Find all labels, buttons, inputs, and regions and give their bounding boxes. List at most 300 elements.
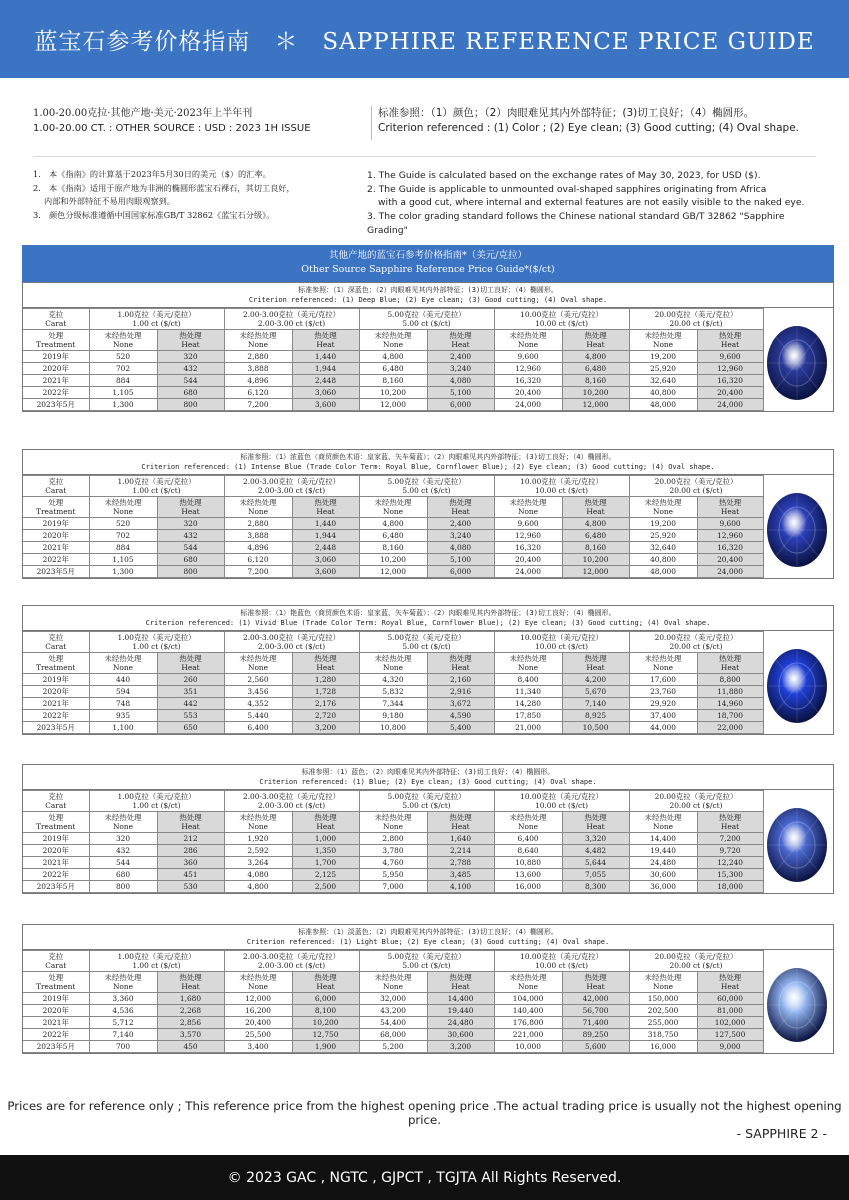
treatment-header-cn: 处理 xyxy=(48,812,64,822)
untreated-price-cell: 8,400 xyxy=(494,674,562,686)
untreated-price-cell: 140,400 xyxy=(494,1005,562,1017)
heated-price-cell: 680 xyxy=(157,387,224,399)
heated-header xyxy=(562,497,629,518)
year-cell: 2023年5月 xyxy=(23,722,89,734)
carat-header-cn: 克拉 xyxy=(48,791,64,801)
size-header-en: 20.00 ct ($/ct) xyxy=(669,642,723,651)
size-header-cn: 1.00克拉（美元/克拉） xyxy=(117,791,196,801)
heated-price-cell: 24,000 xyxy=(697,566,763,578)
heated-price-cell: 2,788 xyxy=(427,857,494,869)
treatment-header-row xyxy=(23,497,763,518)
size-header-row xyxy=(23,951,763,972)
sapphire-image xyxy=(761,631,833,740)
size-header-cn: 10.00克拉（美元/克拉） xyxy=(520,791,603,801)
heated-price-cell: 9,000 xyxy=(697,1041,763,1053)
treatment-header-row xyxy=(23,653,763,674)
heated-header-en: Heat xyxy=(586,663,605,672)
untreated-price-cell: 6,480 xyxy=(359,363,427,375)
issue-label-en: 1.00-20.00 CT. : OTHER SOURCE : USD : 2023 1H ISSUE xyxy=(33,123,311,134)
heated-price-cell: 8,160 xyxy=(562,542,629,554)
heated-price-cell: 3,200 xyxy=(292,722,359,734)
heated-header xyxy=(697,812,763,833)
untreated-price-cell: 9,600 xyxy=(494,351,562,363)
untreated-price-cell: 4,896 xyxy=(224,375,292,387)
untreated-price-cell: 6,120 xyxy=(224,387,292,399)
carat-header-cn: 克拉 xyxy=(48,309,64,319)
untreated-price-cell: 1,105 xyxy=(89,387,157,399)
size-header xyxy=(629,951,763,972)
table-row xyxy=(23,857,763,869)
treatment-header-en: Treatment xyxy=(36,822,76,831)
heated-header xyxy=(157,972,224,993)
price-block xyxy=(22,764,834,894)
treatment-header-row xyxy=(23,812,763,833)
untreated-price-cell: 202,500 xyxy=(629,1005,697,1017)
sapphire-image xyxy=(761,475,833,584)
untreated-header xyxy=(89,972,157,993)
table-row xyxy=(23,710,763,722)
untreated-header-cn: 未经热处理 xyxy=(374,653,412,663)
table-row xyxy=(23,1041,763,1053)
heated-header-cn: 热处理 xyxy=(449,812,472,822)
treatment-header xyxy=(23,972,89,993)
heated-header xyxy=(562,812,629,833)
untreated-price-cell: 5,200 xyxy=(359,1041,427,1053)
size-header xyxy=(89,476,224,497)
size-header-en: 1.00 ct ($/ct) xyxy=(132,961,181,970)
notes-en xyxy=(367,169,827,238)
heated-header-en: Heat xyxy=(451,340,470,349)
untreated-header-en: None xyxy=(112,663,134,672)
heated-header-cn: 热处理 xyxy=(179,653,202,663)
heated-header-en: Heat xyxy=(451,822,470,831)
untreated-price-cell: 1,100 xyxy=(89,722,157,734)
heated-header-en: Heat xyxy=(451,982,470,991)
heated-header-en: Heat xyxy=(316,507,335,516)
heated-price-cell: 6,000 xyxy=(427,399,494,411)
untreated-price-cell: 4,536 xyxy=(89,1005,157,1017)
heated-header-cn: 热处理 xyxy=(718,497,742,507)
untreated-header-en: None xyxy=(382,507,404,516)
size-header xyxy=(494,309,629,330)
heated-price-cell: 320 xyxy=(157,351,224,363)
size-header xyxy=(359,309,494,330)
untreated-price-cell: 24,000 xyxy=(494,399,562,411)
heated-price-cell: 544 xyxy=(157,375,224,387)
untreated-price-cell: 4,800 xyxy=(359,518,427,530)
heated-price-cell: 2,500 xyxy=(292,881,359,893)
untreated-price-cell: 3,780 xyxy=(359,845,427,857)
untreated-price-cell: 25,500 xyxy=(224,1029,292,1041)
untreated-price-cell: 6,400 xyxy=(494,833,562,845)
issue-label-cn: 1.00-20.00克拉·其他产地·美元·2023年上半年刊 xyxy=(33,108,253,119)
treatment-header xyxy=(23,330,89,351)
heated-price-cell: 10,200 xyxy=(562,554,629,566)
size-header xyxy=(89,309,224,330)
heated-header-en: Heat xyxy=(586,982,605,991)
heated-price-cell: 1,000 xyxy=(292,833,359,845)
heated-price-cell: 8,925 xyxy=(562,710,629,722)
untreated-price-cell: 4,800 xyxy=(224,881,292,893)
size-header xyxy=(89,951,224,972)
heated-price-cell: 3,485 xyxy=(427,869,494,881)
heated-price-cell: 2,856 xyxy=(157,1017,224,1029)
untreated-header-en: None xyxy=(518,663,539,672)
untreated-price-cell: 7,200 xyxy=(224,566,292,578)
heated-price-cell: 1,944 xyxy=(292,363,359,375)
note-cn-2-cont: 内部和外部特征不易用肉眼观察到。 xyxy=(44,196,176,206)
untreated-price-cell: 20,400 xyxy=(494,387,562,399)
table-row xyxy=(23,845,763,857)
untreated-price-cell: 44,000 xyxy=(629,722,697,734)
untreated-header-en: None xyxy=(247,822,269,831)
price-block xyxy=(22,924,834,1054)
size-header-row xyxy=(23,632,763,653)
untreated-price-cell: 6,480 xyxy=(359,530,427,542)
treatment-header-en: Treatment xyxy=(36,663,76,672)
untreated-price-cell: 16,320 xyxy=(494,542,562,554)
untreated-price-cell: 4,080 xyxy=(224,869,292,881)
untreated-price-cell: 520 xyxy=(89,518,157,530)
untreated-price-cell: 7,200 xyxy=(224,399,292,411)
size-header-cn: 10.00克拉（美元/克拉） xyxy=(520,632,603,642)
criterion xyxy=(23,925,833,950)
heated-header xyxy=(292,653,359,674)
untreated-header-en: None xyxy=(247,982,269,991)
untreated-header-cn: 未经热处理 xyxy=(374,972,412,982)
heated-header-en: Heat xyxy=(181,507,200,516)
year-cell: 2021年 xyxy=(23,542,89,554)
heated-header-en: Heat xyxy=(316,982,335,991)
untreated-header-cn: 未经热处理 xyxy=(104,972,142,982)
size-header xyxy=(359,951,494,972)
heated-header-en: Heat xyxy=(586,822,605,831)
heated-header xyxy=(157,330,224,351)
heated-price-cell: 3,060 xyxy=(292,387,359,399)
heated-price-cell: 3,570 xyxy=(157,1029,224,1041)
size-header-en: 10.00 ct ($/ct) xyxy=(535,486,589,495)
table-row xyxy=(23,363,763,375)
heated-price-cell: 1,440 xyxy=(292,518,359,530)
heated-header xyxy=(562,653,629,674)
heated-price-cell: 22,000 xyxy=(697,722,763,734)
untreated-header-cn: 未经热处理 xyxy=(644,330,682,340)
heated-header xyxy=(427,497,494,518)
size-header xyxy=(359,632,494,653)
size-header-en: 20.00 ct ($/ct) xyxy=(669,961,723,970)
untreated-header xyxy=(359,653,427,674)
size-header-en: 10.00 ct ($/ct) xyxy=(535,801,589,810)
treatment-header-cn: 处理 xyxy=(48,653,64,663)
size-header xyxy=(224,632,359,653)
note-cn-3: 3. 颜色分级标准遵循中国国家标准GB/T 32862《蓝宝石分级》。 xyxy=(33,209,275,220)
untreated-header-cn: 未经热处理 xyxy=(374,812,412,822)
issue-label xyxy=(33,106,363,136)
untreated-header-cn: 未经热处理 xyxy=(104,812,142,822)
untreated-price-cell: 14,400 xyxy=(629,833,697,845)
untreated-price-cell: 20,400 xyxy=(494,554,562,566)
size-header-cn: 10.00克拉（美元/克拉） xyxy=(520,951,603,961)
heated-price-cell: 18,700 xyxy=(697,710,763,722)
untreated-header-en: None xyxy=(653,340,674,349)
table-row xyxy=(23,351,763,363)
heated-price-cell: 442 xyxy=(157,698,224,710)
disclaimer: Prices are for reference only ; This reference price from the highest opening price .The actual trading price is usually not the highest opening price. xyxy=(7,1099,842,1127)
size-header-cn: 1.00克拉（美元/克拉） xyxy=(117,951,196,961)
untreated-price-cell: 255,000 xyxy=(629,1017,697,1029)
untreated-price-cell: 5,712 xyxy=(89,1017,157,1029)
untreated-header-cn: 未经热处理 xyxy=(644,497,682,507)
size-header-en: 20.00 ct ($/ct) xyxy=(669,801,723,810)
size-header-cn: 20.00克拉（美元/克拉） xyxy=(654,791,738,801)
heated-price-cell: 12,960 xyxy=(697,363,763,375)
untreated-header xyxy=(359,330,427,351)
untreated-header-en: None xyxy=(382,340,404,349)
heated-header xyxy=(292,812,359,833)
untreated-header-cn: 未经热处理 xyxy=(509,497,547,507)
year-cell: 2021年 xyxy=(23,857,89,869)
untreated-price-cell: 10,200 xyxy=(359,387,427,399)
size-header-cn: 1.00克拉（美元/克拉） xyxy=(117,309,196,319)
heated-header xyxy=(157,812,224,833)
year-cell: 2020年 xyxy=(23,363,89,375)
heated-price-cell: 7,140 xyxy=(562,698,629,710)
size-header-en: 2.00-3.00 ct ($/ct) xyxy=(257,961,326,970)
untreated-header-en: None xyxy=(112,982,134,991)
table-row xyxy=(23,869,763,881)
table-row xyxy=(23,1017,763,1029)
heated-price-cell: 16,320 xyxy=(697,375,763,387)
untreated-price-cell: 20,400 xyxy=(224,1017,292,1029)
untreated-header-en: None xyxy=(382,822,404,831)
untreated-header-cn: 未经热处理 xyxy=(374,330,412,340)
heated-price-cell: 4,080 xyxy=(427,542,494,554)
criterion-en: Criterion referenced: (1) Deep Blue; (2) Eye clean; (3) Good cutting; (4) Oval shape. xyxy=(248,295,608,304)
heated-price-cell: 5,670 xyxy=(562,686,629,698)
year-cell: 2021年 xyxy=(23,375,89,387)
size-header xyxy=(494,791,629,812)
year-cell: 2023年5月 xyxy=(23,566,89,578)
carat-header-en: Carat xyxy=(45,642,67,651)
heated-price-cell: 4,590 xyxy=(427,710,494,722)
untreated-header xyxy=(629,653,697,674)
untreated-price-cell: 320 xyxy=(89,833,157,845)
heated-price-cell: 20,400 xyxy=(697,554,763,566)
size-header-cn: 2.00-3.00克拉（美元/克拉） xyxy=(243,309,341,319)
size-header xyxy=(224,476,359,497)
size-header-cn: 2.00-3.00克拉（美元/克拉） xyxy=(243,476,341,486)
criteria-summary-en: Criterion referenced : (1) Color ; (2) Eye clean; (3) Good cutting; (4) Oval shape. xyxy=(378,122,799,134)
heated-price-cell: 60,000 xyxy=(697,993,763,1005)
untreated-price-cell: 9,180 xyxy=(359,710,427,722)
treatment-header-en: Treatment xyxy=(36,982,76,991)
untreated-price-cell: 16,000 xyxy=(494,881,562,893)
untreated-price-cell: 24,480 xyxy=(629,857,697,869)
untreated-price-cell: 2,880 xyxy=(224,351,292,363)
heated-price-cell: 127,500 xyxy=(697,1029,763,1041)
size-header-en: 10.00 ct ($/ct) xyxy=(535,319,589,328)
price-block xyxy=(22,282,834,412)
size-header xyxy=(494,476,629,497)
heated-price-cell: 6,480 xyxy=(562,530,629,542)
heated-header-cn: 热处理 xyxy=(179,497,202,507)
untreated-price-cell: 935 xyxy=(89,710,157,722)
untreated-header xyxy=(494,330,562,351)
heated-header-cn: 热处理 xyxy=(449,497,472,507)
size-header-cn: 5.00克拉（美元/克拉） xyxy=(387,951,466,961)
heated-price-cell: 7,200 xyxy=(697,833,763,845)
size-header-en: 2.00-3.00 ct ($/ct) xyxy=(257,319,326,328)
untreated-header-en: None xyxy=(247,663,269,672)
size-header-cn: 20.00克拉（美元/克拉） xyxy=(654,951,738,961)
treatment-header-cn: 处理 xyxy=(48,497,64,507)
heated-price-cell: 9,600 xyxy=(697,518,763,530)
size-header-en: 5.00 ct ($/ct) xyxy=(402,486,451,495)
year-cell: 2021年 xyxy=(23,1017,89,1029)
heated-price-cell: 4,482 xyxy=(562,845,629,857)
table-row xyxy=(23,722,763,734)
heated-price-cell: 18,000 xyxy=(697,881,763,893)
size-header-en: 5.00 ct ($/ct) xyxy=(402,642,451,651)
heated-price-cell: 10,500 xyxy=(562,722,629,734)
untreated-header-cn: 未经热处理 xyxy=(239,653,277,663)
untreated-price-cell: 19,200 xyxy=(629,351,697,363)
heated-price-cell: 1,728 xyxy=(292,686,359,698)
untreated-header xyxy=(359,972,427,993)
criterion-cn: 标准参照：（1）蓝色；（2）肉眼难见其内外部特征；(3)切工良好；（4）椭圆形。 xyxy=(301,768,555,776)
heated-price-cell: 2,268 xyxy=(157,1005,224,1017)
heated-price-cell: 3,060 xyxy=(292,554,359,566)
heated-header-en: Heat xyxy=(181,663,200,672)
heated-header-cn: 热处理 xyxy=(179,330,202,340)
untreated-header xyxy=(629,497,697,518)
untreated-price-cell: 2,560 xyxy=(224,674,292,686)
carat-header-en: Carat xyxy=(45,801,67,810)
heated-header-cn: 热处理 xyxy=(314,972,337,982)
untreated-price-cell: 21,000 xyxy=(494,722,562,734)
year-cell: 2021年 xyxy=(23,698,89,710)
heated-price-cell: 320 xyxy=(157,518,224,530)
heated-price-cell: 360 xyxy=(157,857,224,869)
criterion-cn: 标准参照：（1）浓蓝色（商贸颜色术语：皇家蓝、矢车菊蓝）；（2）肉眼难见其内外部特征；(3)切工良好；（4）椭圆形。 xyxy=(240,453,616,461)
untreated-header-cn: 未经热处理 xyxy=(644,972,682,982)
untreated-price-cell: 8,640 xyxy=(494,845,562,857)
treatment-header-en: Treatment xyxy=(36,340,76,349)
page-title: 蓝宝石参考价格指南 ＊ SAPPHIRE REFERENCE PRICE GUIDE xyxy=(34,28,815,55)
untreated-price-cell: 12,000 xyxy=(359,566,427,578)
untreated-price-cell: 19,440 xyxy=(629,845,697,857)
untreated-price-cell: 2,592 xyxy=(224,845,292,857)
untreated-price-cell: 104,000 xyxy=(494,993,562,1005)
treatment-header-row xyxy=(23,330,763,351)
heated-price-cell: 5,644 xyxy=(562,857,629,869)
heated-price-cell: 1,680 xyxy=(157,993,224,1005)
untreated-header-cn: 未经热处理 xyxy=(239,330,277,340)
heated-price-cell: 81,000 xyxy=(697,1005,763,1017)
heated-price-cell: 24,480 xyxy=(427,1017,494,1029)
heated-price-cell: 2,400 xyxy=(427,351,494,363)
untreated-header xyxy=(494,497,562,518)
heated-price-cell: 2,176 xyxy=(292,698,359,710)
year-cell: 2022年 xyxy=(23,710,89,722)
size-header-en: 5.00 ct ($/ct) xyxy=(402,961,451,970)
untreated-price-cell: 520 xyxy=(89,351,157,363)
heated-header xyxy=(427,812,494,833)
size-header-cn: 1.00克拉（美元/克拉） xyxy=(117,476,196,486)
year-cell: 2022年 xyxy=(23,1029,89,1041)
heated-price-cell: 4,100 xyxy=(427,881,494,893)
table-row xyxy=(23,387,763,399)
size-header-row xyxy=(23,791,763,812)
size-header-en: 5.00 ct ($/ct) xyxy=(402,319,451,328)
heated-price-cell: 10,200 xyxy=(562,387,629,399)
untreated-price-cell: 12,000 xyxy=(359,399,427,411)
heated-price-cell: 1,440 xyxy=(292,351,359,363)
heated-header xyxy=(697,330,763,351)
heated-header xyxy=(562,330,629,351)
untreated-header xyxy=(224,497,292,518)
untreated-price-cell: 10,800 xyxy=(359,722,427,734)
size-header-en: 20.00 ct ($/ct) xyxy=(669,486,723,495)
untreated-price-cell: 680 xyxy=(89,869,157,881)
heated-price-cell: 12,960 xyxy=(697,530,763,542)
heated-price-cell: 102,000 xyxy=(697,1017,763,1029)
carat-header xyxy=(23,476,89,497)
untreated-header-cn: 未经热处理 xyxy=(104,330,142,340)
heated-price-cell: 15,300 xyxy=(697,869,763,881)
copyright: © 2023 GAC , NGTC , GJPCT , TGJTA All Rights Reserved. xyxy=(227,1169,622,1186)
heated-price-cell: 6,480 xyxy=(562,363,629,375)
heated-header xyxy=(292,497,359,518)
heated-header-cn: 热处理 xyxy=(314,812,337,822)
year-cell: 2023年5月 xyxy=(23,1041,89,1053)
heated-header-en: Heat xyxy=(451,663,470,672)
heated-price-cell: 4,200 xyxy=(562,674,629,686)
untreated-price-cell: 48,000 xyxy=(629,566,697,578)
untreated-header-en: None xyxy=(518,507,539,516)
criteria-summary-cn: 标准参照：（1）颜色；（2）肉眼难见其内外部特征；(3)切工良好；（4）椭圆形。 xyxy=(378,107,755,119)
sapphire-icon xyxy=(764,805,830,885)
heated-price-cell: 3,600 xyxy=(292,566,359,578)
heated-price-cell: 800 xyxy=(157,399,224,411)
heated-price-cell: 16,320 xyxy=(697,542,763,554)
untreated-header-en: None xyxy=(112,340,134,349)
untreated-price-cell: 54,400 xyxy=(359,1017,427,1029)
heated-price-cell: 1,944 xyxy=(292,530,359,542)
heated-price-cell: 8,300 xyxy=(562,881,629,893)
heated-price-cell: 2,448 xyxy=(292,375,359,387)
heated-price-cell: 4,800 xyxy=(562,518,629,530)
untreated-price-cell: 440 xyxy=(89,674,157,686)
untreated-price-cell: 30,600 xyxy=(629,869,697,881)
heated-header xyxy=(562,972,629,993)
untreated-header-en: None xyxy=(653,982,674,991)
untreated-price-cell: 36,000 xyxy=(629,881,697,893)
size-header-en: 1.00 ct ($/ct) xyxy=(132,801,181,810)
heated-header-cn: 热处理 xyxy=(179,812,202,822)
untreated-price-cell: 40,800 xyxy=(629,554,697,566)
table-row xyxy=(23,518,763,530)
untreated-price-cell: 16,200 xyxy=(224,1005,292,1017)
untreated-header xyxy=(359,497,427,518)
untreated-price-cell: 68,000 xyxy=(359,1029,427,1041)
page-label: - SAPPHIRE 2 - xyxy=(736,1126,827,1141)
untreated-price-cell: 7,344 xyxy=(359,698,427,710)
untreated-header-en: None xyxy=(112,507,134,516)
heated-price-cell: 432 xyxy=(157,363,224,375)
heated-price-cell: 5,600 xyxy=(562,1041,629,1053)
heated-price-cell: 260 xyxy=(157,674,224,686)
